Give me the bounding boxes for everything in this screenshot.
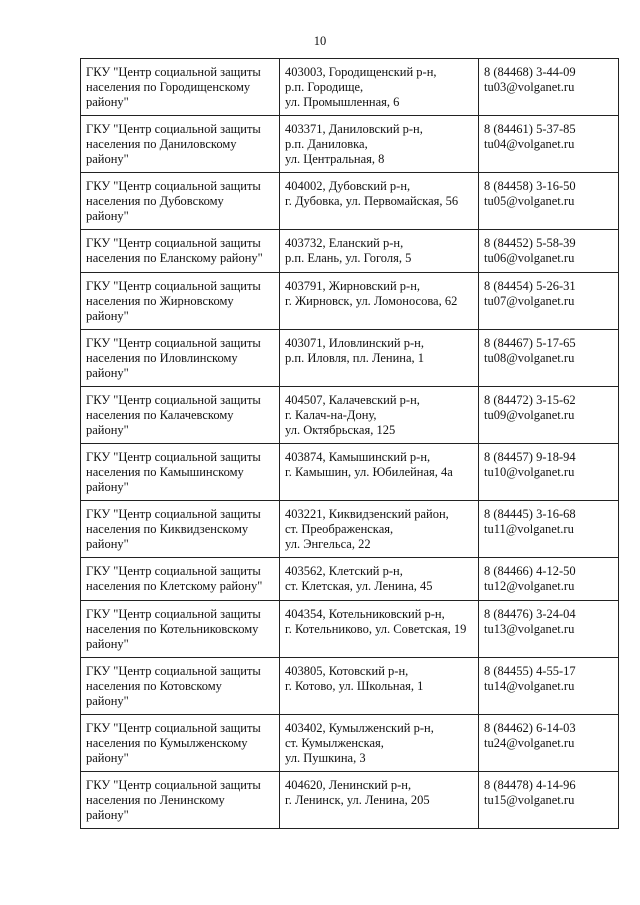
address-line: ул. Пушкина, 3	[285, 751, 366, 765]
email-address: tu15@volganet.ru	[484, 793, 575, 807]
address-line: р.п. Городище,	[285, 80, 364, 94]
phone-number: 8 (84468) 3-44-09	[484, 65, 576, 79]
address-cell	[280, 772, 479, 829]
address-line: 403562, Клетский р-н,	[285, 564, 403, 578]
center-name-line: району"	[86, 366, 129, 380]
center-name-line: населения по Киквидзенскому	[86, 522, 249, 536]
center-name-cell	[81, 601, 280, 658]
social-protection-centers-table	[80, 58, 619, 829]
address-line: 404620, Ленинский р-н,	[285, 778, 412, 792]
address-cell	[280, 658, 479, 715]
center-name-line: населения по Ленинскому	[86, 793, 225, 807]
center-name-line: ГКУ "Центр социальной защиты	[86, 179, 261, 193]
center-name-cell	[81, 330, 280, 387]
center-name-line: району"	[86, 152, 129, 166]
center-name-line: ГКУ "Центр социальной защиты	[86, 336, 261, 350]
center-name-line: ГКУ "Центр социальной защиты	[86, 393, 261, 407]
center-name-line: населения по Жирновскому	[86, 294, 234, 308]
address-line: 404002, Дубовский р-н,	[285, 179, 411, 193]
center-name-line: населения по Калачевскому	[86, 408, 234, 422]
email-address: tu13@volganet.ru	[484, 622, 575, 636]
contact-cell	[479, 558, 619, 601]
contact-cell	[479, 658, 619, 715]
address-line: 403732, Еланский р-н,	[285, 236, 404, 250]
address-cell	[280, 273, 479, 330]
contact-cell	[479, 601, 619, 658]
address-cell	[280, 601, 479, 658]
center-name-line: ГКУ "Центр социальной защиты	[86, 564, 261, 578]
contact-cell	[479, 444, 619, 501]
table-row	[81, 558, 619, 601]
table-row	[81, 772, 619, 829]
center-name-line: ГКУ "Центр социальной защиты	[86, 721, 261, 735]
address-line: р.п. Даниловка,	[285, 137, 368, 151]
address-line: 403805, Котовский р-н,	[285, 664, 409, 678]
address-cell	[280, 501, 479, 558]
center-name-cell	[81, 715, 280, 772]
phone-number: 8 (84466) 4-12-50	[484, 564, 576, 578]
address-line: г. Дубовка, ул. Первомайская, 56	[285, 194, 459, 208]
phone-number: 8 (84476) 3-24-04	[484, 607, 576, 621]
address-cell	[280, 59, 479, 116]
table-row	[81, 116, 619, 173]
address-cell	[280, 230, 479, 273]
address-line: ст. Преображенская,	[285, 522, 394, 536]
center-name-cell	[81, 116, 280, 173]
address-line: 403071, Иловлинский р-н,	[285, 336, 424, 350]
email-address: tu24@volganet.ru	[484, 736, 575, 750]
center-name-line: ГКУ "Центр социальной защиты	[86, 279, 261, 293]
email-address: tu06@volganet.ru	[484, 251, 575, 265]
phone-number: 8 (84445) 3-16-68	[484, 507, 576, 521]
table-row	[81, 330, 619, 387]
address-line: ул. Промышленная, 6	[285, 95, 400, 109]
center-name-line: району"	[86, 480, 129, 494]
center-name-cell	[81, 59, 280, 116]
contact-cell	[479, 273, 619, 330]
center-name-cell	[81, 173, 280, 230]
address-line: 403221, Киквидзенский район,	[285, 507, 449, 521]
email-address: tu07@volganet.ru	[484, 294, 575, 308]
page-number: 10	[313, 34, 327, 48]
center-name-line: населения по Клетскому району"	[86, 579, 263, 593]
center-name-line: ГКУ "Центр социальной защиты	[86, 65, 261, 79]
center-name-line: району"	[86, 637, 129, 651]
email-address: tu03@volganet.ru	[484, 80, 575, 94]
center-name-line: населения по Камышинскому	[86, 465, 244, 479]
center-name-line: населения по Дубовскому	[86, 194, 224, 208]
phone-number: 8 (84462) 6-14-03	[484, 721, 576, 735]
phone-number: 8 (84472) 3-15-62	[484, 393, 576, 407]
center-name-line: ГКУ "Центр социальной защиты	[86, 122, 261, 136]
table-row	[81, 715, 619, 772]
center-name-line: ГКУ "Центр социальной защиты	[86, 664, 261, 678]
center-name-line: району"	[86, 537, 129, 551]
contact-cell	[479, 715, 619, 772]
address-cell	[280, 387, 479, 444]
center-name-line: населения по Котельниковскому	[86, 622, 259, 636]
address-line: р.п. Иловля, пл. Ленина, 1	[285, 351, 425, 365]
center-name-line: ГКУ "Центр социальной защиты	[86, 507, 261, 521]
center-name-line: району"	[86, 209, 129, 223]
table-row	[81, 387, 619, 444]
center-name-cell	[81, 558, 280, 601]
center-name-line: району"	[86, 309, 129, 323]
address-line: г. Котельниково, ул. Советская, 19	[285, 622, 467, 636]
table-row	[81, 658, 619, 715]
center-name-line: ГКУ "Центр социальной защиты	[86, 607, 261, 621]
center-name-cell	[81, 273, 280, 330]
center-name-line: району"	[86, 751, 129, 765]
contact-cell	[479, 116, 619, 173]
center-name-line: ГКУ "Центр социальной защиты	[86, 236, 261, 250]
center-name-line: району"	[86, 423, 129, 437]
address-line: 404354, Котельниковский р-н,	[285, 607, 445, 621]
address-line: 403791, Жирновский р-н,	[285, 279, 421, 293]
table-body	[81, 59, 619, 829]
contact-cell	[479, 772, 619, 829]
phone-number: 8 (84478) 4-14-96	[484, 778, 576, 792]
table-row	[81, 273, 619, 330]
center-name-line: ГКУ "Центр социальной защиты	[86, 778, 261, 792]
address-line: р.п. Елань, ул. Гоголя, 5	[285, 251, 412, 265]
address-line: г. Калач-на-Дону,	[285, 408, 377, 422]
address-cell	[280, 116, 479, 173]
address-line: ст. Кумылженская,	[285, 736, 384, 750]
phone-number: 8 (84457) 9-18-94	[484, 450, 576, 464]
address-cell	[280, 444, 479, 501]
center-name-cell	[81, 501, 280, 558]
phone-number: 8 (84458) 3-16-50	[484, 179, 576, 193]
email-address: tu04@volganet.ru	[484, 137, 575, 151]
center-name-line: населения по Кумылженскому	[86, 736, 248, 750]
address-cell	[280, 173, 479, 230]
address-line: г. Камышин, ул. Юбилейная, 4а	[285, 465, 453, 479]
center-name-cell	[81, 387, 280, 444]
email-address: tu08@volganet.ru	[484, 351, 575, 365]
center-name-cell	[81, 658, 280, 715]
center-name-line: району"	[86, 95, 129, 109]
center-name-cell	[81, 772, 280, 829]
center-name-line: населения по Иловлинскому	[86, 351, 238, 365]
center-name-line: населения по Еланскому району"	[86, 251, 263, 265]
email-address: tu05@volganet.ru	[484, 194, 575, 208]
center-name-cell	[81, 230, 280, 273]
address-line: г. Жирновск, ул. Ломоносова, 62	[285, 294, 458, 308]
email-address: tu14@volganet.ru	[484, 679, 575, 693]
center-name-line: району"	[86, 694, 129, 708]
email-address: tu12@volganet.ru	[484, 579, 575, 593]
table-row	[81, 444, 619, 501]
contact-cell	[479, 330, 619, 387]
center-name-cell	[81, 444, 280, 501]
center-name-line: ГКУ "Центр социальной защиты	[86, 450, 261, 464]
table-row	[81, 173, 619, 230]
address-line: г. Котово, ул. Школьная, 1	[285, 679, 424, 693]
contact-cell	[479, 230, 619, 273]
table-row	[81, 601, 619, 658]
address-line: г. Ленинск, ул. Ленина, 205	[285, 793, 430, 807]
address-line: 403402, Кумылженский р-н,	[285, 721, 434, 735]
phone-number: 8 (84461) 5-37-85	[484, 122, 576, 136]
email-address: tu10@volganet.ru	[484, 465, 575, 479]
address-line: 404507, Калачевский р-н,	[285, 393, 420, 407]
address-line: ул. Центральная, 8	[285, 152, 385, 166]
table-row	[81, 59, 619, 116]
address-line: 403003, Городищенский р-н,	[285, 65, 437, 79]
email-address: tu09@volganet.ru	[484, 408, 575, 422]
email-address: tu11@volganet.ru	[484, 522, 574, 536]
center-name-line: населения по Городищенскому	[86, 80, 251, 94]
table-row	[81, 501, 619, 558]
address-line: ул. Октябрьская, 125	[285, 423, 396, 437]
address-line: 403874, Камышинский р-н,	[285, 450, 431, 464]
address-line: ул. Энгельса, 22	[285, 537, 371, 551]
contact-cell	[479, 173, 619, 230]
address-cell	[280, 558, 479, 601]
contact-cell	[479, 387, 619, 444]
phone-number: 8 (84455) 4-55-17	[484, 664, 576, 678]
address-line: 403371, Даниловский р-н,	[285, 122, 423, 136]
phone-number: 8 (84452) 5-58-39	[484, 236, 576, 250]
address-line: ст. Клетская, ул. Ленина, 45	[285, 579, 433, 593]
contact-cell	[479, 501, 619, 558]
center-name-line: району"	[86, 808, 129, 822]
contact-cell	[479, 59, 619, 116]
phone-number: 8 (84454) 5-26-31	[484, 279, 576, 293]
table-row	[81, 230, 619, 273]
center-name-line: населения по Даниловскому	[86, 137, 237, 151]
phone-number: 8 (84467) 5-17-65	[484, 336, 576, 350]
center-name-line: населения по Котовскому	[86, 679, 222, 693]
address-cell	[280, 330, 479, 387]
address-cell	[280, 715, 479, 772]
